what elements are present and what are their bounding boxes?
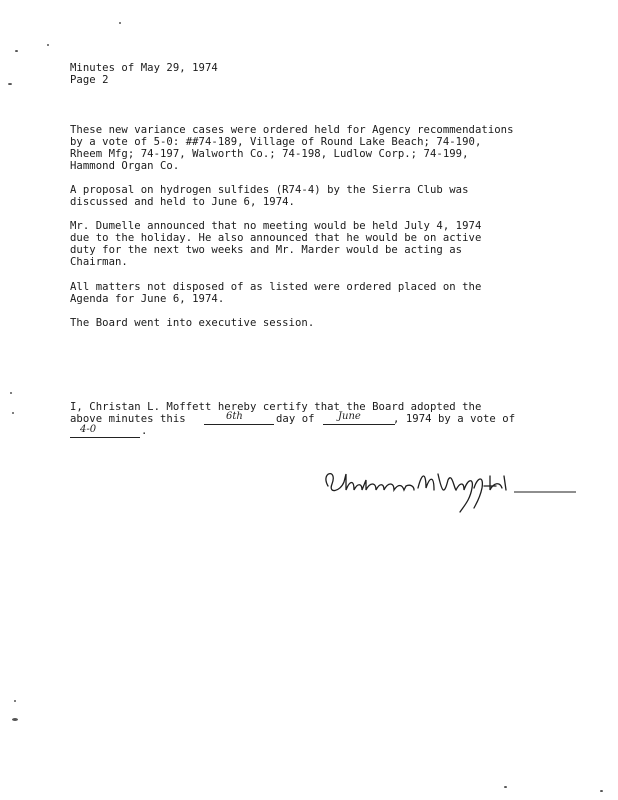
scan-speck [12, 718, 18, 721]
scan-speck [12, 412, 14, 414]
paragraph-line: All matters not disposed of as listed were ordered placed on the [70, 281, 482, 293]
certification-text: , 1974 by a vote of [393, 413, 516, 425]
certification-line: I, Christan L. Moffett hereby certify that the Board adopted the [70, 401, 482, 413]
scan-speck [8, 83, 12, 85]
scan-speck [15, 50, 18, 52]
certification-text: day of [276, 413, 315, 425]
paragraph-line: by a vote of 5-0: ##74-189, Village of Round Lake Beach; 74-190, [70, 136, 482, 148]
scan-speck [504, 786, 507, 788]
handwritten-month: June [338, 411, 361, 422]
signature-image [318, 462, 578, 518]
paragraph-line: discussed and held to June 6, 1974. [70, 196, 295, 208]
month-blank [323, 424, 395, 425]
day-blank [204, 424, 274, 425]
header-date: Minutes of May 29, 1974 [70, 62, 218, 74]
scan-speck [10, 392, 12, 394]
paragraph-line: These new variance cases were ordered held for Agency recommendations [70, 124, 514, 136]
vote-blank [70, 437, 140, 438]
paragraph-line: Mr. Dumelle announced that no meeting would be held July 4, 1974 [70, 220, 482, 232]
handwritten-day: 6th [226, 411, 243, 422]
paragraph-line: Agenda for June 6, 1974. [70, 293, 225, 305]
scan-speck [47, 44, 49, 46]
paragraph-line: Chairman. [70, 256, 128, 268]
paragraph-line: The Board went into executive session. [70, 317, 315, 329]
paragraph-line: Hammond Organ Co. [70, 160, 180, 172]
certification-period: . [141, 425, 148, 437]
scan-speck [119, 22, 121, 24]
paragraph-line: A proposal on hydrogen sulfides (R74-4) by the Sierra Club was [70, 184, 469, 196]
paragraph-line: duty for the next two weeks and Mr. Marder would be acting as [70, 244, 463, 256]
paragraph-line: due to the holiday. He also announced that he would be on active [70, 232, 482, 244]
scan-speck [600, 790, 603, 792]
header-page-number: Page 2 [70, 74, 109, 86]
certification-text: above minutes this [70, 413, 186, 425]
paragraph-line: Rheem Mfg; 74-197, Walworth Co.; 74-198, Ludlow Corp.; 74-199, [70, 148, 469, 160]
scan-speck [14, 700, 16, 702]
handwritten-vote: 4-0 [80, 424, 97, 435]
